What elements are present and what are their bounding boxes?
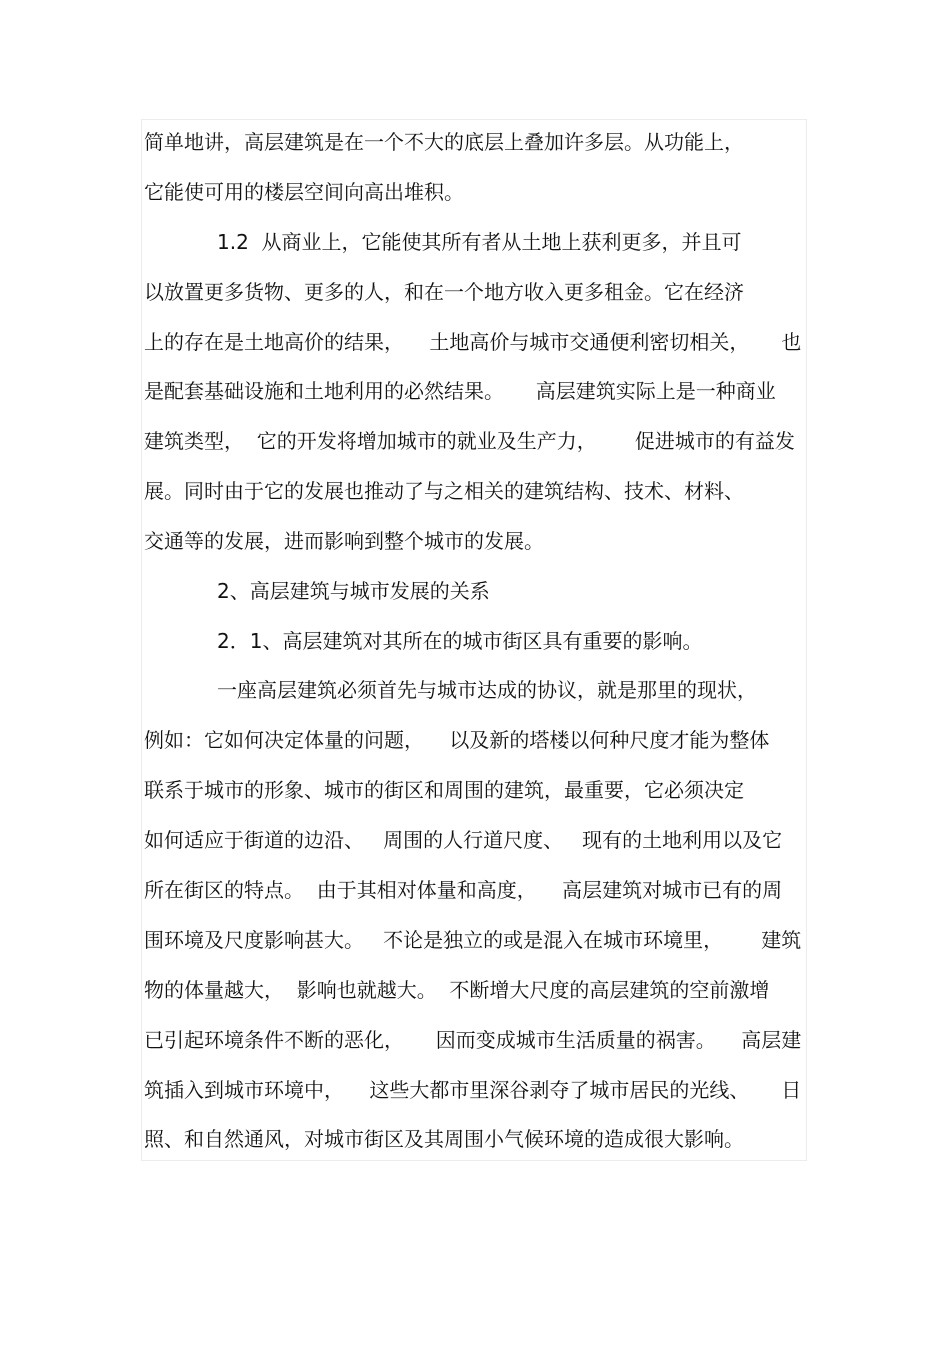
text-line: 所在街区的特点。 由于其相对体量和高度， 高层建筑对城市已有的周	[144, 878, 783, 902]
text-line: 简单地讲，高层建筑是在一个不大的底层上叠加许多层。从功能上，	[144, 130, 744, 154]
section-heading-2-1: 2．1、高层建筑对其所在的城市街区具有重要的影响。	[217, 629, 703, 653]
text-line: 交通等的发展，进而影响到整个城市的发展。	[144, 529, 544, 553]
text-line: 展。同时由于它的发展也推动了与之相关的建筑结构、技术、材料、	[144, 479, 744, 503]
text-line: 上的存在是土地高价的结果， 土地高价与城市交通便利密切相关， 也	[144, 330, 802, 354]
text-line: 它能使可用的楼层空间向高出堆积。	[144, 180, 464, 204]
section-heading-2: 2、高层建筑与城市发展的关系	[217, 579, 490, 603]
text-line: 是配套基础设施和土地利用的必然结果。 高层建筑实际上是一种商业	[144, 379, 776, 403]
text-line: 联系于城市的形象、城市的街区和周围的建筑，最重要，它必须决定	[144, 778, 744, 802]
text-line: 围环境及尺度影响甚大。 不论是独立的或是混入在城市环境里， 建筑	[144, 928, 802, 952]
text-line: 例如：它如何决定体量的问题， 以及新的塔楼以何种尺度才能为整体	[144, 728, 770, 752]
text-line: 筑插入到城市环境中， 这些大都市里深谷剥夺了城市居民的光线、 日	[144, 1078, 802, 1102]
text-line: 已引起环境条件不断的恶化， 因而变成城市生活质量的祸害。 高层建	[144, 1028, 802, 1052]
text-line: 如何适应于街道的边沿、 周围的人行道尺度、 现有的土地利用以及它	[144, 828, 783, 852]
text-line: 物的体量越大， 影响也就越大。 不断增大尺度的高层建筑的空前激增	[144, 978, 770, 1002]
text-line: 以放置更多货物、更多的人，和在一个地方收入更多租金。它在经济	[144, 280, 744, 304]
paragraph-start-line: 一座高层建筑必须首先与城市达成的协议，就是那里的现状，	[217, 678, 757, 702]
text-line: 照、和自然通风，对城市街区及其周围小气候环境的造成很大影响。	[144, 1127, 744, 1151]
text-line: 建筑类型， 它的开发将增加城市的就业及生产力， 促进城市的有益发	[144, 429, 795, 453]
section-1-2-line: 1.2 从商业上，它能使其所有者从土地上获利更多，并且可	[217, 230, 742, 254]
